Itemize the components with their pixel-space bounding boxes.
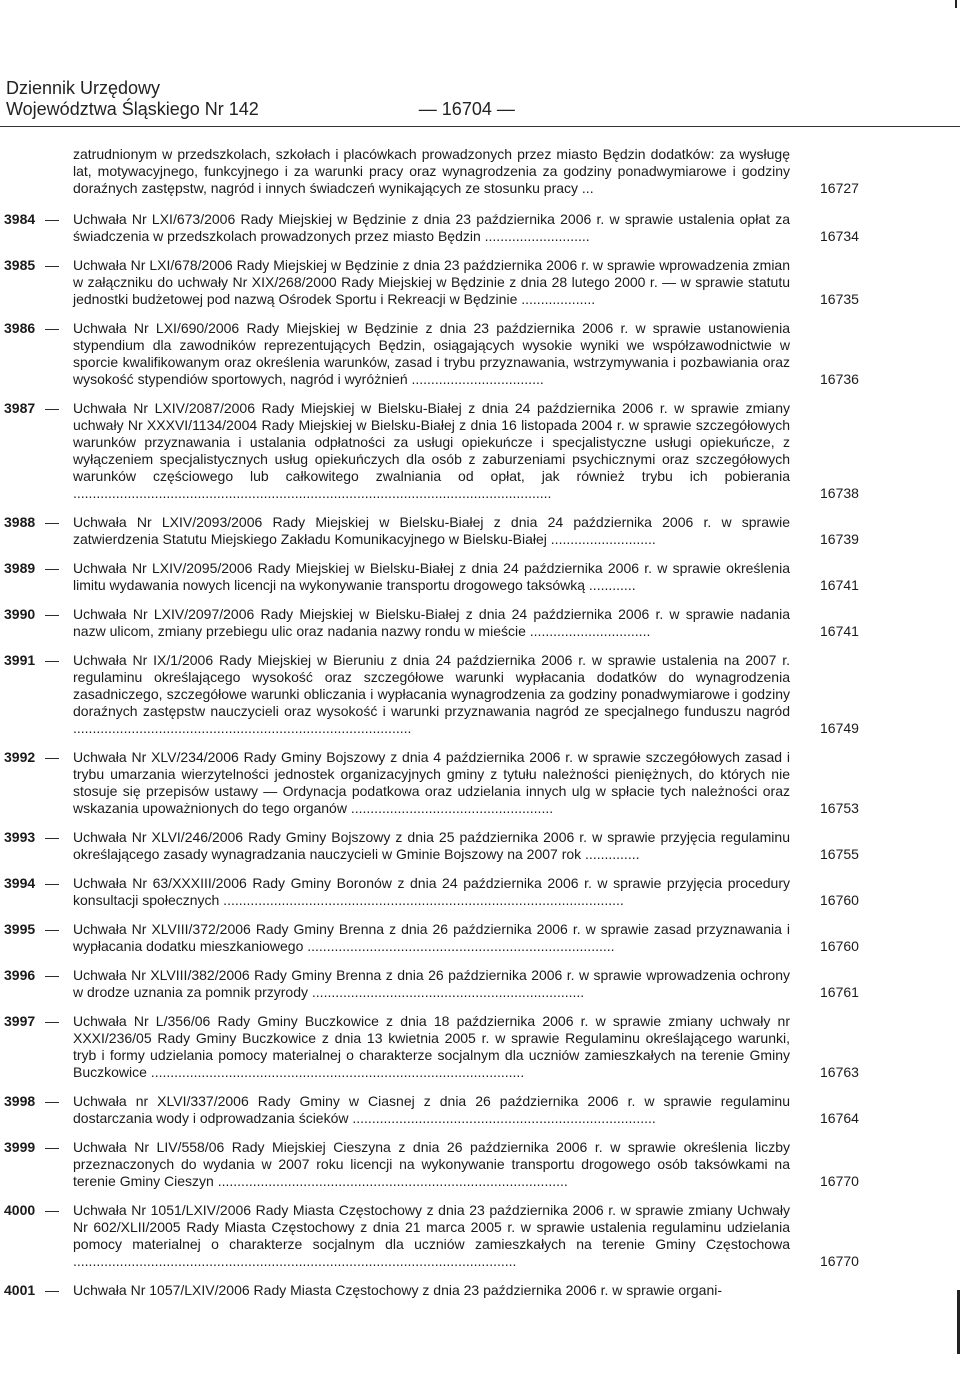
entry-title: Uchwała Nr IX/1/2006 Rady Miejskiej w Bieruniu z dnia 24 października 2006 r. w sprawie ustalenia na 2007 r. regulaminu określającego wysokość oraz szczegółowe warunki wypłacania dodatków do wynagrodzenia zasadniczego, szczegółowe warunki obliczania i wypłacania wynagrodzenia za godziny ponadwymiarowe i godziny doraźnych zastępstw nauczycieli oraz wysokość i warunki przyznawania nagród ze specjalnego funduszu nagród ....................................................................................... (73, 652, 790, 736)
entry-dash: — (45, 652, 59, 668)
entry-number: 3998 (4, 1093, 36, 1109)
entry-number: 3995 (4, 921, 36, 937)
table-of-contents (0, 146, 960, 1311)
entry-title: Uchwała Nr LIV/558/06 Rady Miejskiej Cieszyna z dnia 26 października 2006 r. w sprawie określenia liczby przeznaczonych do wydania w 2007 roku licencji na wykonywanie transportu drogowego osób taksówkami na terenie Gminy Cieszyn .......................................................................................... (73, 1139, 790, 1189)
entry-number: 3994 (4, 875, 36, 891)
entry-page: 16738 (820, 485, 859, 501)
entry-number: 3986 (4, 320, 36, 336)
entry-number: 3990 (4, 606, 36, 622)
entry-dash: — (45, 749, 59, 765)
entry-title: Uchwała Nr XLV/234/2006 Rady Gminy Bojszowy z dnia 4 października 2006 r. w sprawie szczegółowych zasad i trybu umarzania wierzytelności jednostek organizacyjnych gminy z tytułu należności pieniężnych, do których nie stosuje się przepisów ustawy — Ordynacja podatkowa oraz udzielania innych ulg w spłacie tych należności oraz wskazania upoważnionych do tego organów .................................................... (73, 749, 790, 816)
entry-dash: — (45, 606, 59, 622)
entry-title: zatrudnionym w przedszkolach, szkołach i placówkach prowadzonych przez miasto Będzin dodatków: za wysługę lat, motywacyjnego, funkcyjnego i za warunki pracy oraz wynagrodzenia za godziny ponadwymiarowe i godziny doraźnych zastępstw, nagród i innych świadczeń wynikających ze stosunku pracy ... (73, 146, 790, 196)
entry-title: Uchwała Nr L/356/06 Rady Gminy Buczkowice z dnia 18 października 2006 r. w sprawie zmiany uchwały nr XXXI/236/05 Rady Gminy Buczkowice z dnia 13 kwietnia 2005 r. w sprawie Regulaminu określającego warunki, tryb i formy udzielania pomocy materialnej o charakterze socjalnym dla uczniów zamieszkałych na terenie Gminy Buczkowice ................................................................................................ (73, 1013, 790, 1080)
entry-page: 16741 (820, 577, 859, 593)
entry-dash: — (45, 211, 59, 227)
toc-entry (0, 1093, 960, 1127)
page-number: — 16704 — (418, 99, 515, 119)
entry-page: 16764 (820, 1110, 859, 1126)
entry-number: 4000 (4, 1202, 36, 1218)
entry-number: 3984 (4, 211, 36, 227)
entry-page: 16736 (820, 371, 859, 387)
entry-dash: — (45, 921, 59, 937)
toc-entry (0, 560, 960, 594)
header-rule (0, 126, 960, 127)
entry-number: 3997 (4, 1013, 36, 1029)
entry-title: Uchwała Nr LXIV/2097/2006 Rady Miejskiej w Bielsku-Białej z dnia 24 października 2006 r. w sprawie nadania nazw ulicom, zmiany przebiegu ulic oraz nadania nazwy rondu w mieście ............................... (73, 606, 790, 639)
entry-page: 16770 (820, 1173, 859, 1189)
corner-crop-mark (955, 0, 957, 8)
toc-entry (0, 400, 960, 502)
entry-dash: — (45, 1139, 59, 1155)
entry-page: 16739 (820, 531, 859, 547)
entry-dash: — (45, 1093, 59, 1109)
entry-title: Uchwała Nr XLVIII/372/2006 Rady Gminy Brenna z dnia 26 października 2006 r. w sprawie zasad przyznawania i wypłacania dodatku mieszkaniowego ............................................................................... (73, 921, 790, 954)
toc-entry (0, 257, 960, 308)
entry-title: Uchwała Nr 1051/LXIV/2006 Rady Miasta Częstochowy z dnia 23 października 2006 r. w sprawie zmiany Uchwały Nr 602/XLII/2005 Rady Miasta Częstochowy z dnia 21 marca 2005 r. w sprawie ustalenia regulaminu udzielania pomocy materialnej o charakterze socjalnym dla uczniów zamieszkałych na terenie Gminy Częstochowa .................................................................................................................. (73, 1202, 790, 1269)
entry-dash: — (45, 1282, 59, 1298)
entry-number: 3996 (4, 967, 36, 983)
entry-dash: — (45, 560, 59, 576)
entry-number: 3988 (4, 514, 36, 530)
entry-page: 16763 (820, 1064, 859, 1080)
entry-number: 3993 (4, 829, 36, 845)
entry-number: 3987 (4, 400, 36, 416)
entry-dash: — (45, 1202, 59, 1218)
entry-number: 3992 (4, 749, 36, 765)
entry-dash: — (45, 967, 59, 983)
journal-voivodeship: Województwa Śląskiego Nr 142 (6, 99, 259, 119)
entry-number: 3999 (4, 1139, 36, 1155)
entry-title: Uchwała nr XLVI/337/2006 Rady Gminy w Ciasnej z dnia 26 października 2006 r. w sprawie regulaminu dostarczania wody i odprowadzania ścieków .............................................................................. (73, 1093, 790, 1126)
toc-entry (0, 320, 960, 388)
entry-title: Uchwała Nr LXI/673/2006 Rady Miejskiej w Będzinie z dnia 23 października 2006 r. w sprawie ustalenia opłat za świadczenia w przedszkolach prowadzonych przez miasto Będzin ........................... (73, 211, 790, 244)
entry-number: 3991 (4, 652, 36, 668)
entry-page: 16741 (820, 623, 859, 639)
entry-dash: — (45, 1013, 59, 1029)
entry-page: 16760 (820, 892, 859, 908)
toc-entry (0, 749, 960, 817)
entry-dash: — (45, 257, 59, 273)
entry-dash: — (45, 400, 59, 416)
entry-number: 3989 (4, 560, 36, 576)
entry-dash: — (45, 875, 59, 891)
page-header (6, 78, 515, 120)
entry-dash: — (45, 320, 59, 336)
journal-issue (6, 99, 515, 120)
entry-page: 16770 (820, 1253, 859, 1269)
toc-entry (0, 514, 960, 548)
entry-page: 16761 (820, 984, 859, 1000)
toc-entry (0, 211, 960, 245)
toc-entry (0, 606, 960, 640)
toc-entry (0, 1282, 960, 1299)
entry-title: Uchwała Nr XLVI/246/2006 Rady Gminy Bojszowy z dnia 25 października 2006 r. w sprawie przyjęcia regulaminu określającego zasady wynagradzania nauczycieli w Gminie Bojszowy na 2007 rok .............. (73, 829, 790, 862)
entry-page: 16753 (820, 800, 859, 816)
entry-title: Uchwała Nr LXI/690/2006 Rady Miejskiej w Będzinie z dnia 23 października 2006 r. w sprawie ustanowienia stypendium dla zawodników reprezentujących Będzin, osiągających wysokie wyniki we współzawodnictwie w sporcie kwalifikowanym oraz określenia warunków, zasad i trybu przyznawania, wstrzymywania i pozbawiania oraz wysokość stypendiów sportowych, nagród i wyróżnień .................................. (73, 320, 790, 387)
entry-page: 16755 (820, 846, 859, 862)
entry-page: 16760 (820, 938, 859, 954)
entry-title: Uchwała Nr LXIV/2093/2006 Rady Miejskiej w Bielsku-Białej z dnia 24 października 2006 r. w sprawie zatwierdzenia Statutu Miejskiego Zakładu Komunikacyjnego w Bielsku-Białej ........................... (73, 514, 790, 547)
toc-entry (0, 875, 960, 909)
toc-entry (0, 967, 960, 1001)
entry-page: 16734 (820, 228, 859, 244)
entry-number: 3985 (4, 257, 36, 273)
entry-title: Uchwała Nr LXI/678/2006 Rady Miejskiej w Będzinie z dnia 23 października 2006 r. w sprawie wprowadzenia zmian w załączniku do uchwały Nr XIX/268/2000 Rady Miejskiej w Będzinie z dnia 28 lutego 2000 r. — w sprawie statutu jednostki budżetowej pod nazwą Ośrodek Sportu i Rekreacji w Będzinie ................... (73, 257, 790, 307)
entry-number: 4001 (4, 1282, 36, 1298)
entry-page: 16749 (820, 720, 859, 736)
entry-page: 16727 (820, 180, 859, 196)
toc-entry (0, 1013, 960, 1081)
toc-entry (0, 146, 960, 197)
journal-title: Dziennik Urzędowy (6, 78, 161, 98)
entry-page: 16735 (820, 291, 859, 307)
entry-title: Uchwała Nr 63/XXXIII/2006 Rady Gminy Boronów z dnia 24 października 2006 r. w sprawie przyjęcia procedury konsultacji społecznych ....................................................................................................... (73, 875, 790, 908)
entry-title: Uchwała Nr 1057/LXIV/2006 Rady Miasta Częstochowy z dnia 23 października 2006 r. w sprawie organi- (73, 1282, 723, 1298)
entry-dash: — (45, 514, 59, 530)
toc-entry (0, 652, 960, 737)
entry-title: Uchwała Nr XLVIII/382/2006 Rady Gminy Brenna z dnia 26 października 2006 r. w sprawie wprowadzenia ochrony w drodze uznania za pomnik przyrody ...................................................................... (73, 967, 790, 1000)
entry-dash: — (45, 829, 59, 845)
toc-entry (0, 1139, 960, 1190)
toc-entry (0, 829, 960, 863)
entry-title: Uchwała Nr LXIV/2095/2006 Rady Miejskiej w Bielsku-Białej z dnia 24 października 2006 r. w sprawie określenia limitu wydawania nowych licencji na wykonywanie transportu drogowego taksówką ............ (73, 560, 790, 593)
toc-entry (0, 1202, 960, 1270)
entry-title: Uchwała Nr LXIV/2087/2006 Rady Miejskiej w Bielsku-Białej z dnia 24 października 2006 r. w sprawie zmiany uchwały Nr XXXVI/1134/2004 Rady Miejskiej w Bielsku-Białej z dnia 16 listopada 2004 r. w sprawie szczegółowych warunków przyznawania i ustalania odpłatności za usługi opiekuńcze i specjalistyczne usługi opiekuńcze, z wyłączeniem specjalistycznych usług opiekuńczych dla osób z zaburzeniami psychicznymi oraz szczegółowych warunków częściowego lub całkowitego zwalniania od opłat, jak również trybu ich pobierania ........................................................................................................................... (73, 400, 790, 501)
toc-entry (0, 921, 960, 955)
